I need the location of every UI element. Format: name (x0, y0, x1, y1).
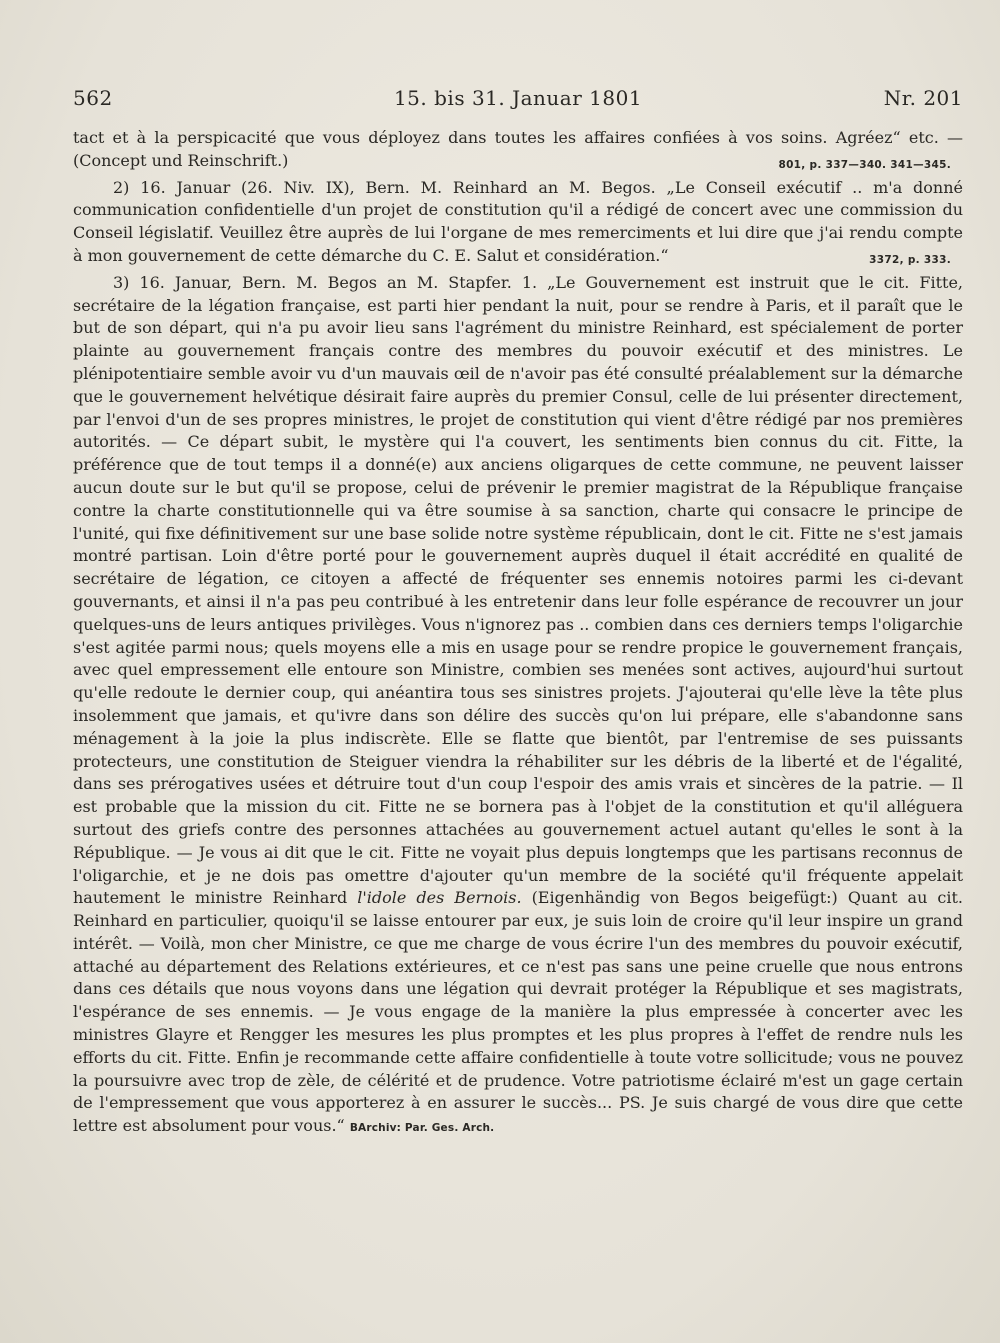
entry-text-part-1: 3) 16. Januar, Bern. M. Begos an M. Stapfer. 1. „Le Gouvernement est instruit que le cit. Fitte, secrétaire de la légation française, est parti hier pendant la nuit, pour se rendre à Paris, et il paraît que le but de son départ, qui n'a pu avoir lieu sans l'agrément du ministre Reinhard, est spécialement de porter plainte au gouvernement français contre des membres du pouvoir exécutif et des ministres. Le plénipotentiaire semble avoir vu d'un mauvais œil de n'avoir pas été consulté préalablement sur la démarche que le gouvernement helvétique désirait faire auprès du premier Consul, celle de lui présenter directement, par l'envoi d'un de ses propres ministres, le projet de constitution qui vient d'être rédigé par nos premières autorités. — Ce départ subit, le mystère qui l'a couvert, les sentiments bien connus du cit. Fitte, la préférence que de tout temps il a donné(e) aux anciens oligarques de cette commune, ne peuvent laisser aucun doute sur le but qu'il se propose, celui de prévenir le premier magistrat de la République française contre la charte constitutionnelle qui va être soumise à sa sanction, charte qui consacre le principe de l'unité, qui fixe définitivement sur une base solide notre système républicain, dont le cit. Fitte ne s'est jamais montré partisan. Loin d'être porté pour le gouvernement auprès duquel il était accrédité en qualité de secrétaire de légation, ce citoyen a affecté de fréquenter ses ennemis notoires parmi les ci-devant gouvernants, et ainsi il n'a pas peu contribué à les entretenir dans leur folle espérance de recouvrer un jour quelques-uns de leurs antiques privilèges. Vous n'ignorez pas .. combien dans ces derniers temps l'oligarchie s'est agitée parmi nous; quels moyens elle a mis en usage pour se rendre propice le gouvernement français, avec quel empressement elle entoure son Ministre, combien ses menées sont actives, aujourd'hui surtout qu'elle redoute le dernier coup, qui anéantira tous ses sinistres projets. J'ajouterai qu'elle lève la tête plus insolemment que jamais, et qu'ivre dans son délire des succès qu'on lui prépare, elle s'abandonne sans ménagement à la joie la plus indiscrète. Elle se flatte que bientôt, par l'entremise de ses puissants protecteurs, une constitution de Steiguer viendra la réhabiliter sur les débris de la liberté et de l'égalité, dans ses prérogatives usées et détruire tout d'un coup l'espoir des amis vrais et sincères de la patrie. — Il est probable que la mission du cit. Fitte ne se bornera pas à l'objet de la constitution et qu'il alléguera surtout des griefs contre des personnes attachées au gouvernement actuel autant qu'elles le sont à la République. — Je vous ai dit que le cit. Fitte ne voyait plus depuis longtemps que les partisans reconnus de l'oligarchie, et je ne dois pas omettre d'ajouter qu'un membre de la société qu'il fréquente appelait hautement le ministre Reinhard (73, 272, 963, 908)
entry-text: tact et à la perspicacité que vous déployez dans toutes les affaires confiées à vos soins. Agréez“ etc. — (Concept und Reinschrift.) (73, 128, 963, 170)
source-reference: 801, p. 337—340. 341—345. (778, 158, 951, 171)
entry-3 (73, 272, 963, 1140)
entry-text: 2) 16. Januar (26. Niv. IX), Bern. M. Reinhard an M. Begos. „Le Conseil exécutif .. m'a donné communication confidentielle d'un projet de constitution qu'il a rédigé de concert avec une commission du Conseil législatif. Veuillez être auprès de lui l'organe de mes remerciments et lui dire que j'ai rendu compte à mon gouvernement de cette démarche du C. E. Salut et considération.“ (73, 177, 963, 265)
entry-text-part-2: (Eigenhändig von Begos beigefügt:) Quant au cit. Reinhard en particulier, quoiqu'il se laisse entourer par eux, je suis loin de croire qu'il leur inspire un grand intérêt. — Voilà, mon cher Ministre, ce que me charge de vous écrire l'un des membres du pouvoir exécutif, attaché au département des Relations extérieures, et ce n'est pas sans une peine cruelle que nous entrons dans ces détails que nous voyons dans une légation qui devrait protéger la République et ses magistrats, l'espérance de ses ennemis. — Je vous engage de la manière la plus empressée à concerter avec les ministres Glayre et Rengger les mesures les plus promptes et les plus propres à l'effet de rendre nuls les efforts du cit. Fitte. Enfin je recommande cette affaire confidentielle à toute votre sollicitude; vous ne pouvez la poursuivre avec trop de zèle, de célérité et de prudence. Votre patriotisme éclairé m'est un gage certain de l'empressement que vous apporterez à en assurer le succès... PS. Je suis chargé de vous dire que cette lettre est absolument pour vous.“ (73, 888, 963, 1136)
source-reference: 3372, p. 333. (869, 253, 951, 266)
running-header (73, 86, 963, 116)
document-number: Nr. 201 (883, 86, 963, 110)
entry-2 (73, 177, 963, 268)
entry-continuation (73, 127, 963, 173)
document-body (73, 127, 963, 1140)
entry-italic-phrase: l'idole des Bernois. (357, 888, 522, 908)
date-range: 15. bis 31. Januar 1801 (393, 86, 643, 110)
page-number: 562 (73, 86, 113, 110)
source-reference: BArchiv: Par. Ges. Arch. (349, 1122, 495, 1135)
